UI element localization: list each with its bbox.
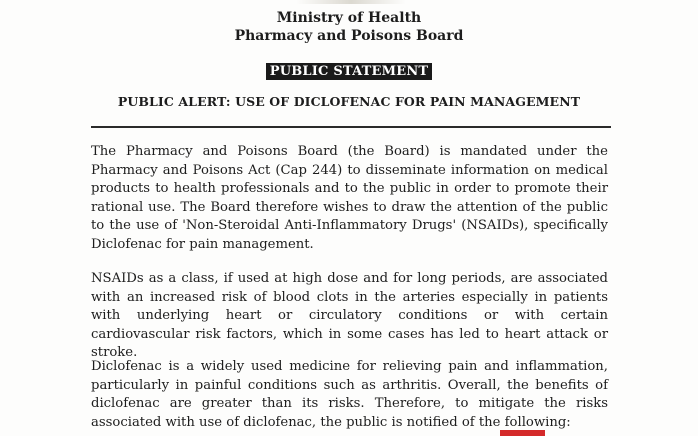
red-highlight-mark [500, 430, 545, 436]
divider-rule [91, 126, 611, 128]
scan-smudge [296, 0, 406, 4]
paragraph-diclofenac: Diclofenac is a widely used medicine for relieving pain and inflammation, particularly in painful conditions such as arthritis. Overall, the benefits of diclofenac are greater than its risks. Therefore, to mitigate the risks associated with use of diclofenac, the public is notified of the following: [91, 359, 608, 430]
statement-label-wrap [0, 60, 698, 80]
paragraph-nsaids-risk: NSAIDs as a class, if used at high dose and for long periods, are associated with an increased risk of blood clots in the arteries especially in patients with underlying heart or circulatory conditions or with certain cardiovascular risk factors, which in some cases has led to heart attack or stroke. [91, 271, 608, 360]
alert-title: PUBLIC ALERT: USE OF DICLOFENAC FOR PAIN MANAGEMENT [117, 94, 581, 109]
board-name: Pharmacy and Poisons Board [234, 28, 464, 44]
public-statement-label: PUBLIC STATEMENT [266, 63, 433, 80]
ministry-name: Ministry of Health [276, 10, 422, 26]
paragraph-mandate: The Pharmacy and Poisons Board (the Board) is mandated under the Pharmacy and Poisons Act (Cap 244) to disseminate information on medical products to health professionals and to the public in order to promote their rational use. The Board therefore wishes to draw the attention of the public to the use of 'Non-Steroidal Anti-Inflammatory Drugs' (NSAIDs), specifically Diclofenac for pain management. [91, 144, 608, 252]
